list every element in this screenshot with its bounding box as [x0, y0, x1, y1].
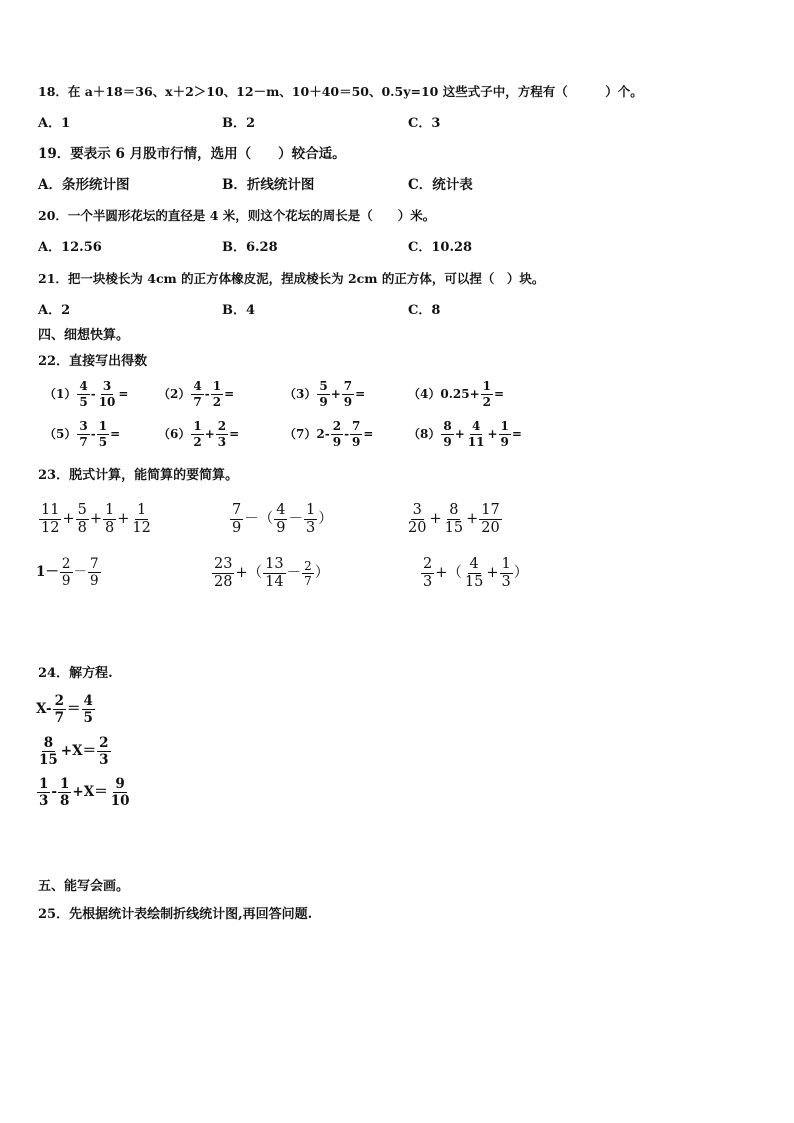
operator: - [344, 427, 350, 442]
denominator: 9 [276, 520, 286, 537]
numerator: 1 [212, 379, 222, 393]
numerator: 3 [79, 419, 88, 433]
section-4-heading: 四、细想快算。 [38, 328, 130, 343]
q23-title: 23．脱式计算，能简算的要简算。 [38, 468, 239, 483]
numerator: 3 [411, 503, 424, 520]
operator: － [286, 565, 302, 582]
numerator: 8 [443, 419, 452, 433]
numerator: 9 [115, 776, 125, 792]
equals-sign: = [229, 427, 240, 442]
denominator: 10 [98, 394, 116, 409]
operator: - [90, 387, 96, 402]
operator: － [73, 563, 87, 580]
operator: - [90, 427, 96, 442]
q22-item-label: （5） [44, 427, 77, 442]
numerator: 4 [83, 693, 93, 709]
equals-sign: = [494, 387, 505, 402]
denominator: 15 [464, 574, 484, 591]
denominator: 2 [212, 394, 222, 409]
numerator: 1 [135, 503, 148, 520]
denominator: 7 [54, 710, 65, 727]
operator: + [89, 511, 102, 528]
denominator: 20 [481, 520, 500, 537]
denominator: 8 [105, 520, 115, 537]
numerator: 2 [61, 556, 71, 572]
operator: + [117, 511, 130, 528]
lead-term: 0.25+ [440, 387, 480, 402]
q19-option-a[interactable]: A．条形统计图 [38, 177, 130, 193]
numerator: 13 [263, 557, 285, 574]
q23-expression-1 [38, 503, 154, 536]
q22-item-label: （4） [408, 387, 441, 402]
q18-option-b[interactable]: B．2 [222, 116, 256, 131]
denominator: 2 [482, 394, 491, 409]
equals-sign: +X＝ [60, 742, 97, 759]
q25-text: 25．先根据统计表绘制折线统计图,再回答问题. [38, 907, 313, 922]
denominator: 3 [217, 434, 227, 449]
q22-item-label: （8） [408, 427, 441, 442]
denominator: 14 [265, 574, 284, 591]
denominator: 3 [39, 793, 49, 810]
numerator: 1 [39, 776, 49, 792]
numerator: 2 [332, 419, 342, 433]
q22-item-6 [158, 420, 239, 448]
numerator: 3 [102, 379, 112, 393]
numerator: 7 [352, 419, 361, 433]
q22-title: 22．直接写出得数 [38, 354, 148, 369]
numerator: 17 [479, 503, 501, 520]
q22-item-7 [284, 420, 373, 448]
denominator: 8 [77, 520, 87, 537]
equals-sign: = [224, 387, 235, 402]
q19-option-c[interactable]: C．统计表 [408, 177, 473, 193]
denominator: 7 [193, 394, 202, 409]
q22-item-label: （1） [44, 387, 77, 402]
equals-sign: +X＝ [72, 783, 108, 800]
denominator: 7 [304, 574, 312, 589]
equals-sign: = [363, 427, 374, 442]
denominator: 3 [423, 574, 433, 591]
numerator: 1 [60, 776, 70, 792]
numerator: 5 [319, 379, 328, 393]
q18-option-a[interactable]: A．1 [38, 116, 71, 131]
equals-sign: = [118, 387, 129, 402]
parenthesis: ） [513, 565, 529, 582]
denominator: 10 [110, 793, 130, 810]
operator: +（ [235, 565, 263, 582]
numerator: 2 [54, 693, 65, 709]
denominator: 28 [214, 574, 233, 591]
q23-expression-5 [211, 557, 329, 590]
q22-item-label: （7） [284, 427, 317, 442]
numerator: 1 [98, 419, 108, 433]
equals-sign: = [110, 427, 121, 442]
operator: + [429, 511, 442, 528]
denominator: 15 [39, 752, 58, 769]
parenthesis: ） [314, 565, 330, 582]
q21-text: 21．把一块棱长为 4cm 的正方体橡皮泥，捏成棱长为 2cm 的正方体，可以捏（ ）块。 [38, 271, 545, 286]
numerator: 1 [500, 419, 509, 433]
operator: + [466, 511, 479, 528]
q23-expression-3 [405, 503, 503, 536]
operator: +（ [435, 565, 462, 582]
parenthesis: ） [318, 511, 333, 528]
denominator: 9 [343, 394, 353, 409]
denominator: 5 [79, 394, 88, 409]
numerator: 4 [471, 419, 481, 433]
numerator: 2 [217, 419, 227, 433]
numerator: 11 [39, 503, 61, 520]
q21-option-b[interactable]: B．4 [222, 303, 256, 318]
denominator: 3 [501, 574, 511, 591]
q20-option-a[interactable]: A．12.56 [38, 240, 102, 255]
operator: + [486, 565, 499, 582]
numerator: 7 [230, 503, 243, 520]
q21-option-c[interactable]: C．8 [408, 303, 441, 318]
q24-title: 24．解方程. [38, 666, 113, 681]
denominator: 9 [332, 434, 342, 449]
q24-equation-3 [36, 777, 133, 808]
q22-item-label: （2） [158, 387, 191, 402]
q19-text: 19．要表示 6 月股市行情，选用（ ）较合适。 [38, 146, 346, 162]
operator: + [454, 427, 465, 442]
denominator: 11 [467, 434, 485, 449]
denominator: 12 [132, 520, 151, 537]
numerator: 7 [343, 379, 353, 393]
numerator: 4 [274, 503, 287, 520]
denominator: 9 [319, 394, 328, 409]
denominator: 12 [41, 520, 60, 537]
numerator: 23 [212, 557, 234, 574]
denominator: 5 [98, 434, 108, 449]
numerator: 1 [500, 557, 513, 574]
lead-term: 2- [316, 427, 330, 442]
q22-item-2 [158, 380, 234, 408]
section-5-heading: 五、能写会画。 [38, 879, 130, 894]
numerator: 1 [482, 379, 491, 393]
equals-sign: = [355, 387, 366, 402]
numerator: 1 [103, 503, 116, 520]
q22-item-label: （3） [284, 387, 317, 402]
q22-item-8 [408, 420, 522, 448]
numerator: 4 [468, 557, 481, 574]
q22-item-label: （6） [158, 427, 191, 442]
denominator: 15 [444, 520, 464, 537]
numerator: 2 [421, 557, 434, 574]
q23-expression-6 [420, 557, 528, 590]
operator: + [487, 427, 498, 442]
q18-text: 18．在 a＋18＝36、x＋2＞10、12－m、10＋40＝50、0.5y=10 这些式子中，方程有（ ）个。 [38, 84, 643, 99]
numerator: 4 [193, 379, 202, 393]
q22-item-4 [408, 380, 504, 408]
denominator: 8 [60, 793, 70, 810]
equals-sign: = [511, 427, 522, 442]
denominator: 7 [79, 434, 88, 449]
q19-option-b[interactable]: B．折线统计图 [222, 177, 315, 193]
q23-expression-4 [36, 557, 102, 588]
numerator: 8 [447, 503, 460, 520]
q22-item-3 [284, 380, 365, 408]
operator: - [204, 387, 210, 402]
q21-option-a[interactable]: A．2 [38, 303, 71, 318]
numerator: 5 [76, 503, 89, 520]
q24-equation-1 [36, 694, 96, 725]
denominator: 9 [232, 520, 242, 537]
denominator: 9 [61, 573, 71, 590]
denominator: 5 [83, 710, 93, 727]
q22-item-1 [44, 380, 128, 408]
denominator: 3 [305, 520, 316, 537]
numerator: 8 [43, 735, 54, 751]
operator: + [330, 387, 341, 402]
numerator: 7 [90, 556, 99, 572]
operator: － [288, 511, 303, 528]
denominator: 9 [443, 434, 452, 449]
numerator: 2 [304, 558, 312, 573]
q23-expression-2 [229, 503, 333, 536]
q20-option-b[interactable]: B．6.28 [222, 240, 278, 255]
q20-option-c[interactable]: C．10.28 [408, 240, 473, 255]
denominator: 20 [408, 520, 427, 537]
q24-equation-2 [36, 736, 112, 767]
numerator: 2 [99, 735, 109, 751]
denominator: 3 [99, 752, 109, 769]
numerator: 1 [304, 503, 317, 520]
operator: －（ [244, 511, 274, 528]
denominator: 9 [352, 434, 361, 449]
operator: + [62, 511, 75, 528]
denominator: 9 [500, 434, 509, 449]
numerator: 1 [193, 419, 202, 433]
denominator: 2 [193, 434, 202, 449]
equals-sign: ＝ [67, 700, 81, 717]
denominator: 9 [90, 573, 99, 590]
q22-item-5 [44, 420, 120, 448]
lead-term: X- [36, 700, 52, 717]
operator: - [51, 783, 58, 800]
q18-option-c[interactable]: C．3 [408, 116, 441, 131]
numerator: 4 [79, 379, 88, 393]
lead-term: 1－ [36, 563, 59, 580]
operator: + [204, 427, 215, 442]
q20-text: 20．一个半圆形花坛的直径是 4 米，则这个花坛的周长是（ ）米。 [38, 208, 436, 223]
